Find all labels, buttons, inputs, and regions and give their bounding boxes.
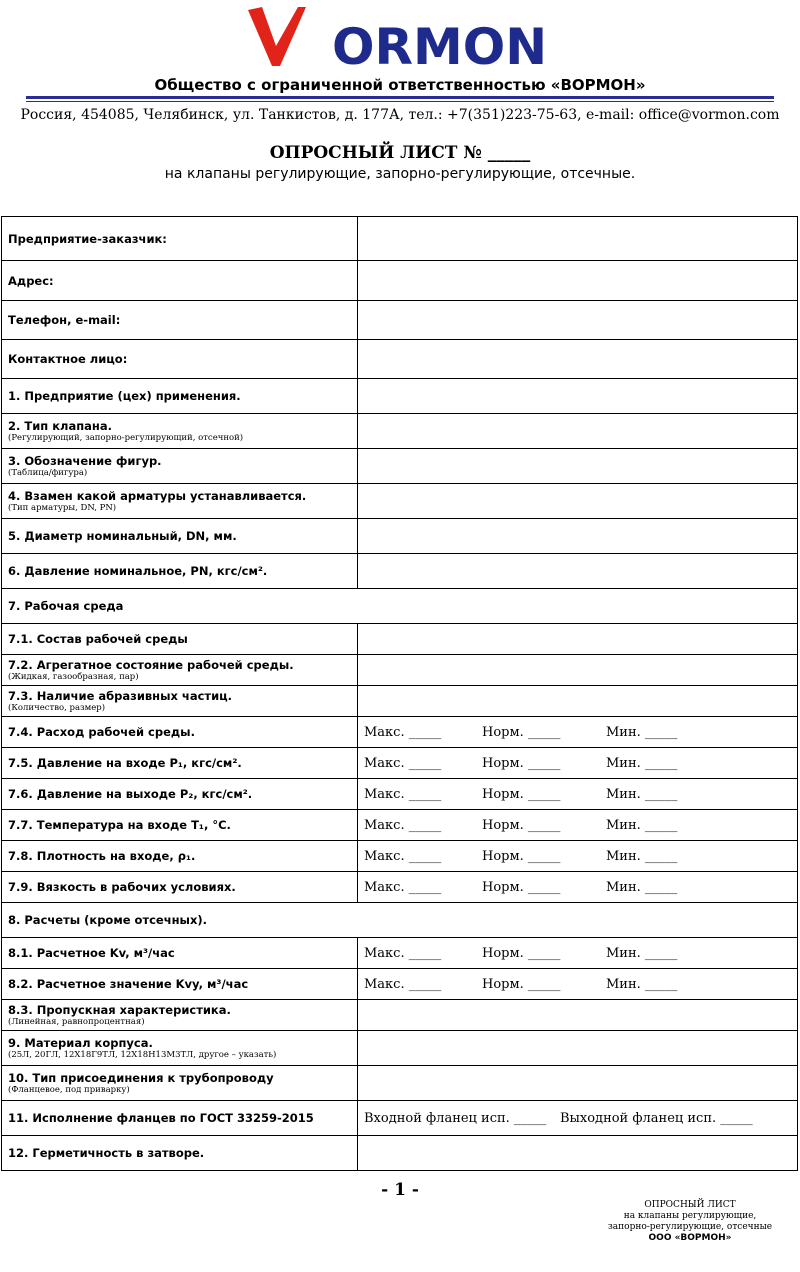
table-row (2, 379, 798, 414)
q8-section-label: 8. Расчеты (кроме отсечных). (8, 913, 208, 927)
header-rule (26, 96, 774, 99)
q8-3-field[interactable] (358, 1000, 798, 1031)
table-row (2, 748, 798, 779)
min-field[interactable]: Мин. _____ (606, 786, 678, 802)
inlet-flange-field[interactable]: Входной фланец исп. _____ (364, 1110, 547, 1126)
table-row (2, 1066, 798, 1101)
q5-label: 5. Диаметр номинальный, DN, мм. (8, 529, 237, 543)
q3-label: 3. Обозначение фигур. (8, 454, 162, 468)
company-name: Общество с ограниченной ответственностью «ВОРМОН» (154, 76, 646, 94)
page-number: - 1 - (381, 1180, 419, 1200)
q7-section-label: 7. Рабочая среда (8, 599, 124, 613)
q7-5-label: 7.5. Давление на входе P₁, кгс/см². (8, 756, 242, 770)
company-address: Россия, 454085, Челябинск, ул. Танкистов, д. 177А, тел.: +7(351)223-75-63, e-mail: office@vormon.com (20, 107, 780, 123)
table-row (2, 872, 798, 903)
table-row (2, 1101, 798, 1136)
table-row (2, 717, 798, 748)
q7-2-label: 7.2. Агрегатное состояние рабочей среды. (8, 658, 294, 672)
table-row (2, 554, 798, 589)
table-row (2, 1031, 798, 1066)
q5-field[interactable] (358, 519, 798, 554)
q2-hint: (Регулирующий, запорно-регулирующий, отсечной) (8, 433, 244, 443)
q10-hint: (Фланцевое, под приварку) (8, 1085, 130, 1095)
q9-field[interactable] (358, 1031, 798, 1066)
q4-field[interactable] (358, 484, 798, 519)
q8-1-label: 8.1. Расчетное Kv, м³/час (8, 946, 175, 960)
customer-label: Предприятие-заказчик: (8, 231, 167, 246)
header-rule-thin (26, 101, 774, 102)
q2-label: 2. Тип клапана. (8, 419, 112, 433)
phone-label: Телефон, e-mail: (8, 313, 121, 327)
q9-hint: (25Л, 20ГЛ, 12Х18Г9ТЛ, 12Х18Н13М3ТЛ, другое – указать) (8, 1050, 277, 1060)
contact-label: Контактное лицо: (8, 352, 128, 366)
table-row (2, 589, 798, 624)
q8-3-label: 8.3. Пропускная характеристика. (8, 1003, 231, 1017)
norm-field[interactable]: Норм. _____ (482, 786, 561, 802)
q7-3-field[interactable] (358, 686, 798, 717)
q7-4-field[interactable] (358, 717, 798, 748)
q7-9-label: 7.9. Вязкость в рабочих условиях. (8, 880, 236, 894)
q3-field[interactable] (358, 449, 798, 484)
max-field[interactable]: Макс. _____ (364, 945, 442, 961)
norm-field[interactable]: Норм. _____ (482, 724, 561, 740)
q6-field[interactable] (358, 554, 798, 589)
q7-6-field[interactable] (358, 779, 798, 810)
q7-5-field[interactable] (358, 748, 798, 779)
address-field[interactable] (358, 261, 798, 301)
max-field[interactable]: Макс. _____ (364, 724, 442, 740)
table-row (2, 624, 798, 655)
norm-field[interactable]: Норм. _____ (482, 755, 561, 771)
min-field[interactable]: Мин. _____ (606, 755, 678, 771)
footer-line-3: запорно-регулирующие, отсечные (607, 1222, 773, 1232)
form-subtitle: на клапаны регулирующие, запорно-регулирующие, отсечные. (164, 166, 636, 182)
q6-label: 6. Давление номинальное, PN, кгс/см². (8, 564, 268, 578)
norm-field[interactable]: Норм. _____ (482, 976, 561, 992)
q4-label: 4. Взамен какой арматуры устанавливается. (8, 489, 307, 503)
table-row (2, 969, 798, 1000)
footer-company: ООО «ВОРМОН» (648, 1233, 732, 1243)
min-field[interactable]: Мин. _____ (606, 879, 678, 895)
outlet-flange-field[interactable]: Выходной фланец исп. _____ (560, 1110, 753, 1126)
q7-8-field[interactable] (358, 841, 798, 872)
min-field[interactable]: Мин. _____ (606, 945, 678, 961)
q7-7-field[interactable] (358, 810, 798, 841)
q7-3-label: 7.3. Наличие абразивных частиц. (8, 689, 233, 703)
q11-label: 11. Исполнение фланцев по ГОСТ 33259-2015 (8, 1111, 314, 1125)
q9-label: 9. Материал корпуса. (8, 1036, 153, 1050)
q12-field[interactable] (358, 1136, 798, 1171)
q3-hint: (Таблица/фигура) (8, 468, 88, 478)
q1-field[interactable] (358, 379, 798, 414)
max-field[interactable]: Макс. _____ (364, 786, 442, 802)
q1-label: 1. Предприятие (цех) применения. (8, 389, 241, 403)
q7-7-label: 7.7. Температура на входе T₁, °C. (8, 818, 231, 832)
address-label: Адрес: (8, 273, 54, 288)
q8-2-field[interactable] (358, 969, 798, 1000)
customer-field[interactable] (358, 217, 798, 261)
q2-field[interactable] (358, 414, 798, 449)
table-row (2, 810, 798, 841)
table-row (2, 841, 798, 872)
contact-field[interactable] (358, 340, 798, 379)
table-row (2, 340, 798, 379)
q7-8-label: 7.8. Плотность на входе, ρ₁. (8, 849, 196, 863)
min-field[interactable]: Мин. _____ (606, 724, 678, 740)
q10-field[interactable] (358, 1066, 798, 1101)
min-field[interactable]: Мин. _____ (606, 848, 678, 864)
footer-block (590, 1200, 790, 1244)
form-title: ОПРОСНЫЙ ЛИСТ № _____ (269, 143, 531, 163)
max-field[interactable]: Макс. _____ (364, 879, 442, 895)
table-row (2, 414, 798, 449)
table-row (2, 1136, 798, 1171)
q12-label: 12. Герметичность в затворе. (8, 1146, 205, 1160)
svg-text:ORMON: ORMON (332, 18, 548, 74)
q8-3-hint: (Линейная, равнопроцентная) (8, 1017, 145, 1027)
q7-3-hint: (Количество, размер) (8, 703, 106, 713)
table-row (2, 779, 798, 810)
footer-line-2: на клапаны регулирующие, (623, 1211, 757, 1221)
q7-6-label: 7.6. Давление на выходе P₂, кгс/см². (8, 787, 253, 801)
q8-2-label: 8.2. Расчетное значение Kvy, м³/час (8, 977, 249, 991)
q7-4-label: 7.4. Расход рабочей среды. (8, 725, 195, 739)
q7-2-field[interactable] (358, 655, 798, 686)
table-row (2, 301, 798, 340)
footer-line-1: ОПРОСНЫЙ ЛИСТ (644, 1200, 736, 1210)
norm-field[interactable]: Норм. _____ (482, 945, 561, 961)
q8-1-field[interactable] (358, 938, 798, 969)
min-field[interactable]: Мин. _____ (606, 817, 678, 833)
norm-field[interactable]: Норм. _____ (482, 879, 561, 895)
q7-1-field[interactable] (358, 624, 798, 655)
table-row (2, 686, 798, 717)
questionnaire-table (1, 216, 798, 1171)
table-row (2, 217, 798, 261)
q11-field[interactable] (358, 1101, 798, 1136)
table-row (2, 655, 798, 686)
q7-1-label: 7.1. Состав рабочей среды (8, 632, 188, 646)
table-row (2, 1000, 798, 1031)
vormon-logo (240, 2, 560, 74)
max-field[interactable]: Макс. _____ (364, 848, 442, 864)
norm-field[interactable]: Норм. _____ (482, 817, 561, 833)
min-field[interactable]: Мин. _____ (606, 976, 678, 992)
max-field[interactable]: Макс. _____ (364, 976, 442, 992)
max-field[interactable]: Макс. _____ (364, 755, 442, 771)
phone-field[interactable] (358, 301, 798, 340)
table-row (2, 261, 798, 301)
q4-hint: (Тип арматуры, DN, PN) (8, 503, 117, 513)
q10-label: 10. Тип присоединения к трубопроводу (8, 1071, 274, 1085)
table-row (2, 484, 798, 519)
max-field[interactable]: Макс. _____ (364, 817, 442, 833)
q7-9-field[interactable] (358, 872, 798, 903)
table-row (2, 449, 798, 484)
table-row (2, 903, 798, 938)
table-row (2, 938, 798, 969)
norm-field[interactable]: Норм. _____ (482, 848, 561, 864)
table-row (2, 519, 798, 554)
q7-2-hint: (Жидкая, газообразная, пар) (8, 672, 139, 682)
